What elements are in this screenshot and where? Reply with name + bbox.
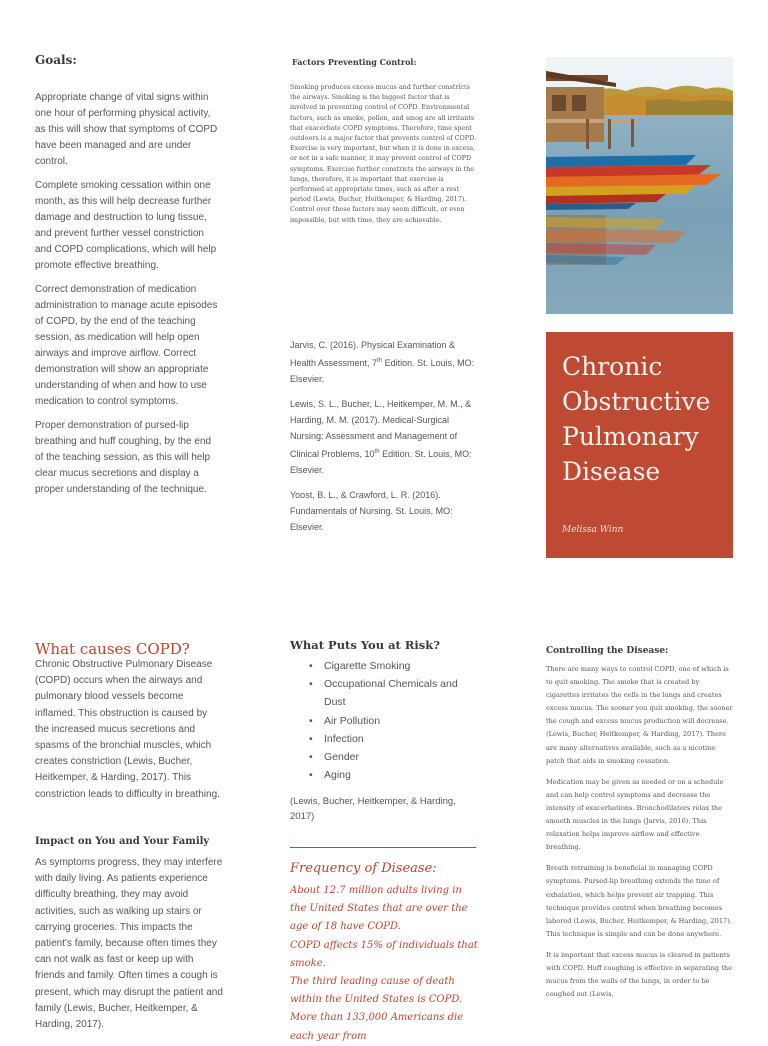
reference-item: Jarvis, C. (2016). Physical Examination & Health Assessment, 7th Edition. St. Louis, MO: Elsevier. <box>290 340 475 384</box>
frequency-line: COPD affects 15% of individuals that smoke. <box>290 939 478 969</box>
list-item: • Aging <box>309 769 351 782</box>
control-paragraph: Medication may be given as needed or on a schedule and can help control symptoms and decrease the intensity of exacerbations. Bronchodilators relax the smooth muscles in the lungs (Jarvis, 2016). This relaxation helps improve airflow and effective breathing. <box>546 777 724 852</box>
cover-title-panel <box>546 332 733 558</box>
factors-heading: Factors Preventing Control: <box>292 57 417 67</box>
frequency-body <box>290 882 480 1046</box>
frequency-line: About 12.7 million adults living in the United States that are over the age of 18 have COPD. <box>290 885 468 933</box>
control-paragraph: Breath retraining is beneficial in managing COPD symptoms. Pursed-lip breathing extends the time of exhalation, which helps prevent air trapping. This technique provides control when breathing becomes labored (Lewis, Bucher, Heitkemper, & Harding, 2017). This technique is simple and can be done anywhere. <box>546 864 732 938</box>
causes-body: Chronic Obstructive Pulmonary Disease (COPD) occurs when the airways and pulmonary blood vessels become inflamed. This obstruction is caused by the increased mucus secretions and spasms of the bronchial muscles, which creates constriction (Lewis, Bucher, Heitkemper, & Harding, 2017). This constriction leads to difficulty in breathing. <box>35 659 220 800</box>
list-item: • Infection <box>309 732 364 745</box>
references-list <box>290 338 480 546</box>
author-name: Melissa Winn <box>562 525 624 535</box>
control-body <box>546 663 734 1009</box>
goals-list <box>35 90 221 506</box>
impact-body: As symptoms progress, they may interfere with daily living. As patients experience difficulty breathing, they may avoid activities, such as walking up stairs or carrying groceries. This impacts the patient's family, because often times they can not walk as fast or keep up with friends and family. Often times a cough is present, which may disrupt the patient and family (Lewis, Bucher, Heitkemper, & Harding, 2017). <box>35 857 223 1031</box>
goal-paragraph: Appropriate change of vital signs within one hour of performing physical activity, as this will show that symptoms of COPD have been managed and are under control. <box>35 92 218 167</box>
goals-heading: Goals: <box>35 53 77 67</box>
frequency-line: The third leading cause of death within the United States is COPD. More than 133,000 Americans die each year from <box>290 976 464 1042</box>
control-paragraph: It is important that excess mucus is cleared in patients with COPD. Huff coughing is effective in separating the mucus from the walls of the lungs, in order to be coughed out (Lewis, <box>546 950 733 999</box>
section-divider <box>290 847 476 848</box>
frequency-heading: Frequency of Disease: <box>290 861 437 876</box>
reference-item: Yoost, B. L., & Crawford, L. R. (2016). Fundamentals of Nursing. St. Louis, MO: Elsevier. <box>290 490 453 532</box>
causes-heading: What causes COPD? <box>35 640 190 658</box>
list-item: • Cigarette Smoking <box>309 660 411 672</box>
factors-paragraph: Smoking produces excess mucus and further constricts the airways. Smoking is the biggest factor that is involved in preventing control of COPD. Environmental factors, such as smoke, pollen, and smog are all irritants that exacerbate COPD symptoms. Therefore, time spent outdoors is a major factor that prevents control of COPD. Exercise is very important, but when it is done in excess, or not in a safe manner, it may prevent control of COPD symptoms. Exercise further constricts the airways in the lungs, therefore, it is important that exercise is performed at appropriate times, such as after a rest period (Lewis, Bucher, Heitkemper, & Harding, 2017). Control over these factors may seem difficult, or even impossible, but with time, they are achievable. <box>290 83 477 224</box>
impact-heading: Impact on You and Your Family <box>35 836 210 847</box>
goal-paragraph: Complete smoking cessation within one month, as this will help decrease further damage and destruction to lung tissue, and prevent further vessel constriction and COPD complications, which will help promote effective breathing. <box>35 180 217 271</box>
list-item: • Occupational Chemicals and Dust <box>309 678 458 709</box>
factors-body <box>290 82 478 232</box>
brochure-title: Chronic Obstructive Pulmonary Disease <box>562 352 711 486</box>
risk-factor-list <box>290 657 480 784</box>
goal-paragraph: Proper demonstration of pursed-lip breathing and huff coughing, by the end of the teaching session, as this will help clear mucus secretions and display a proper understanding of the technique. <box>35 420 212 495</box>
risk-heading: What Puts You at Risk? <box>290 638 440 652</box>
list-item: • Gender <box>309 751 360 764</box>
list-item: • Air Pollution <box>309 714 381 727</box>
goal-paragraph: Correct demonstration of medication administration to manage acute episodes of COPD, by the end of the teaching session, as medication will help open airways and improve airflow. Correct demonstration will show an appropriate understanding of when and how to use medication to control symptoms. <box>35 284 218 407</box>
cover-photo-boats-on-lake <box>546 57 733 314</box>
control-paragraph: There are many ways to control COPD, one of which is to quit smoking. The smoke that is created by cigarettes irritates the cells in the lungs and creates excess mucus. The sooner you quit smoking, the sooner the cough and excess mucus production will decrease. (Lewis, Bucher, Heitkemper, & Harding, 2017). There are many alternatives available, such as a nicotine patch that aids in smoking cessation. <box>546 665 733 765</box>
risk-citation: (Lewis, Bucher, Heitkemper, & Harding, 2017) <box>290 796 456 822</box>
control-heading: Controlling the Disease: <box>546 646 669 656</box>
reference-item: Lewis, S. L., Bucher, L., Heitkemper, M. M., & Harding, M. M. (2017). Medical-Surgical Nursing: Assessment and Management of Clinical Problems, 10th Edition. St. Louis, MO: Elsevier. <box>290 399 472 475</box>
